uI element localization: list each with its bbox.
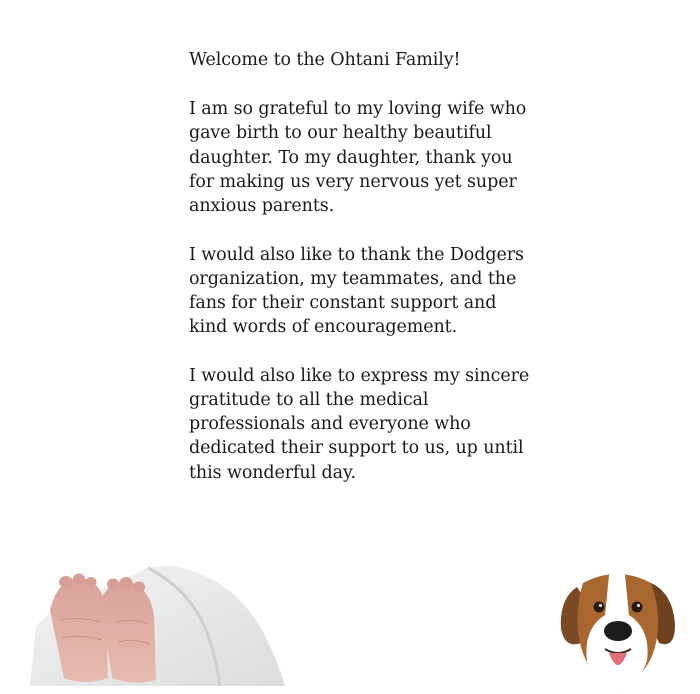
letter-paragraph-1: I am so grateful to my loving wife who gave birth to our healthy beautiful daughter. To my daughter, thank you for making us very nervous yet super anxious parents. bbox=[189, 99, 527, 217]
beagle-dog-photo bbox=[555, 565, 680, 690]
letter-paragraph-3: I would also like to express my sincere gratitude to all the medical professionals and everyone who dedicated their support to us, up until this wonderful day. bbox=[189, 365, 530, 483]
letter-paragraph-2: I would also like to thank the Dodgers organization, my teammates, and the fans for their constant support and kind words of encouragement. bbox=[189, 244, 524, 338]
baby-feet-photo bbox=[30, 560, 285, 686]
letter-greeting: Welcome to the Ohtani Family! bbox=[189, 50, 461, 70]
letter-body bbox=[189, 48, 549, 509]
